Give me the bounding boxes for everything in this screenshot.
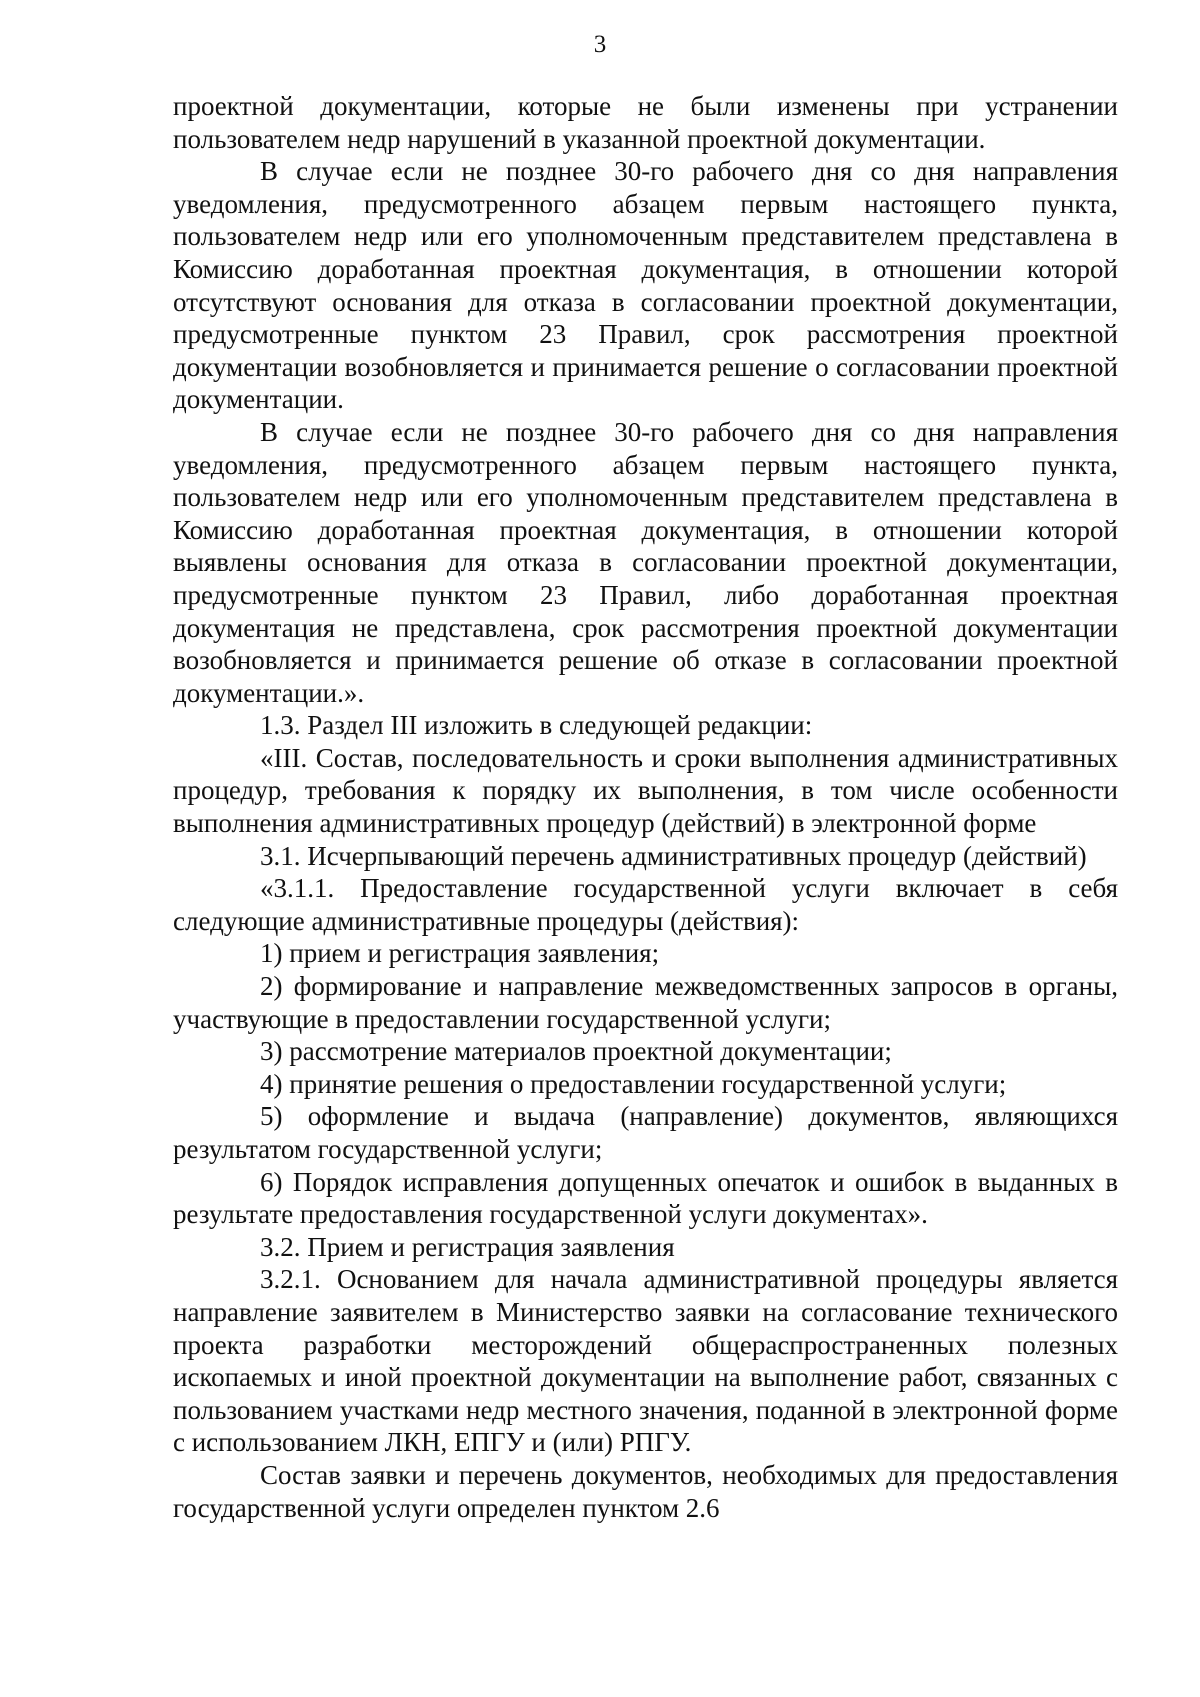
list-item-2: 2) формирование и направление межведомственных запросов в органы, участвующие в предоставлении государственной услуги;: [173, 971, 1118, 1034]
list-item-5: 5) оформление и выдача (направление) документов, являющихся результатом государственной услуги;: [173, 1101, 1118, 1164]
section-heading-3-2: 3.2. Прием и регистрация заявления: [260, 1231, 675, 1262]
list-item-6: 6) Порядок исправления допущенных опечаток и ошибок в выданных в результате предоставления государственной услуги документах».: [173, 1166, 1118, 1230]
list-item-1: 1) прием и регистрация заявления;: [260, 938, 660, 969]
page-number: 3: [593, 31, 607, 58]
paragraph-2: В случае если не позднее 30-го рабочего дня со дня направления уведомления, предусмотренного абзацем первым настоящего пункта, пользователем недр или его уполномоченным представителем представлена в Комиссию доработанная проектная документация, в отношении которой отсутствуют основания для отказа в согласовании проектной документации, предусмотренные пунктом 23 Правил, срок рассмотрения проектной документации возобновляется и принимается решение о согласовании проектной документации.: [173, 156, 1118, 415]
paragraph-4: 1.3. Раздел III изложить в следующей редакции:: [260, 710, 813, 741]
paragraph-3-2-1: 3.2.1. Основанием для начала административной процедуры является направление заявителем в Министерство заявки на согласование технического проекта разработки месторождений общераспространенных полезных ископаемых и иной проектной документации на выполнение работ, связанных с пользованием участками недр местного значения, поданной в электронной форме с использованием ЛКН, ЕПГУ и (или) РПГУ.: [173, 1264, 1118, 1458]
paragraph-last: Состав заявки и перечень документов, необходимых для предоставления государственной услуги определен пунктом 2.6: [173, 1459, 1118, 1523]
paragraph-5: «III. Состав, последовательность и сроки выполнения административных процедур, требования к порядку их выполнения, в том числе особенности выполнения административных процедур (действий) в электронной форме: [173, 742, 1118, 839]
document-body: [173, 90, 1118, 1524]
paragraph-7: «3.1.1. Предоставление государственной услуги включает в себя следующие административные процедуры (действия):: [173, 873, 1118, 936]
paragraph-3: В случае если не позднее 30-го рабочего дня со дня направления уведомления, предусмотренного абзацем первым настоящего пункта, пользователем недр или его уполномоченным представителем представлена в Комиссию доработанная проектная документация, в отношении которой выявлены основания для отказа в согласовании проектной документации, предусмотренные пунктом 23 Правил, либо доработанная проектная документация не представлена, срок рассмотрения проектной документации возобновляется и принимается решение об отказе в согласовании проектной документации.».: [173, 416, 1118, 708]
paragraph-6: 3.1. Исчерпывающий перечень административных процедур (действий): [260, 840, 1087, 871]
list-item-3: 3) рассмотрение материалов проектной документации;: [260, 1036, 892, 1067]
list-item-4: 4) принятие решения о предоставлении государственной услуги;: [260, 1068, 1007, 1099]
paragraph-1: проектной документации, которые не были изменены при устранении пользователем недр нарушений в указанной проектной документации.: [173, 91, 1118, 154]
